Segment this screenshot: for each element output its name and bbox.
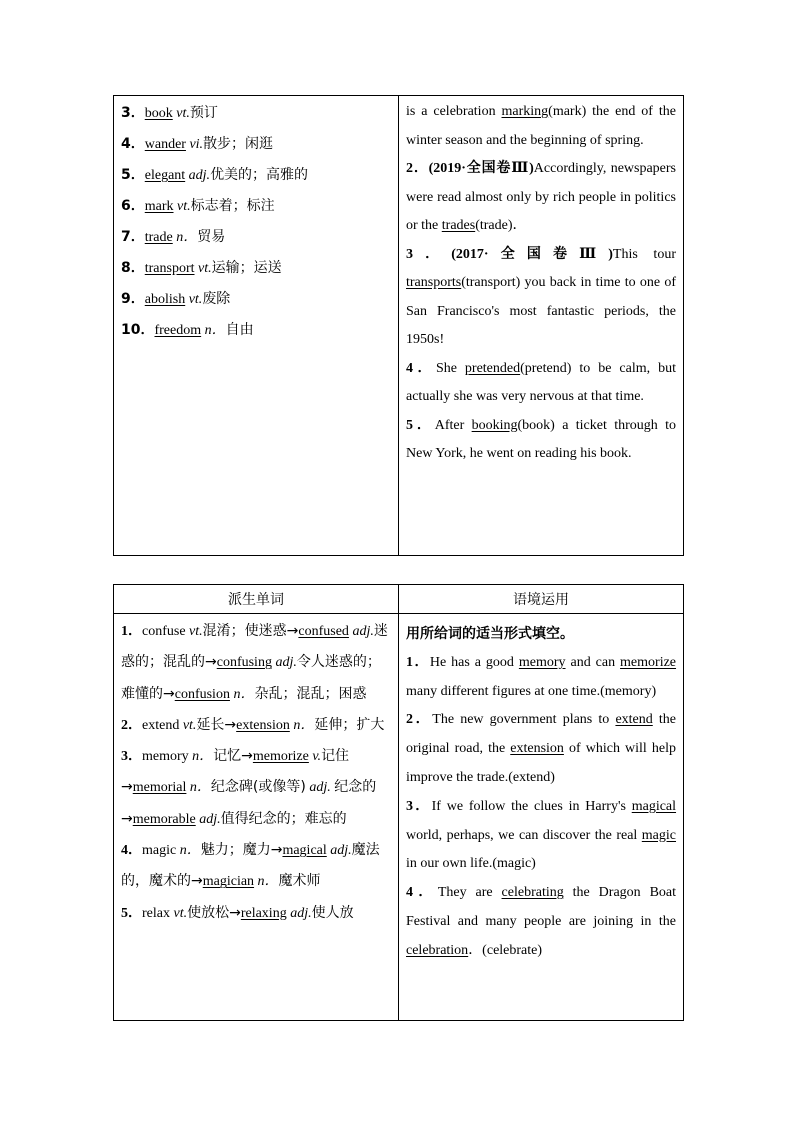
vocab-table-1 bbox=[113, 95, 684, 556]
instruction: 用所给词的适当形式填空。 bbox=[406, 626, 574, 642]
answer-blank: pretended bbox=[464, 360, 521, 376]
word-item bbox=[121, 224, 392, 255]
answer-blank: trades bbox=[441, 218, 476, 233]
item-word: transport bbox=[144, 261, 195, 276]
exercise-4: 4．They are celebrating the Dragon Boat Festival and many people are joining in the celebration．(celebrate) bbox=[406, 885, 677, 958]
word-item bbox=[121, 317, 392, 348]
answer-blank: celebration bbox=[406, 942, 469, 958]
context-usage-cell-2 bbox=[399, 614, 684, 1021]
item-meaning: 自由 bbox=[225, 322, 254, 338]
item-meaning: 废除 bbox=[202, 291, 231, 307]
answer-blank: extension bbox=[510, 741, 564, 757]
item-pos: vt. bbox=[177, 199, 191, 214]
item-number: 3． bbox=[121, 105, 145, 121]
word-item bbox=[121, 286, 392, 317]
answer-blank: transports bbox=[406, 275, 462, 290]
item-number: 6． bbox=[121, 198, 145, 214]
item-meaning: 散步；闲逛 bbox=[203, 136, 274, 152]
sentence-4: 4．She pretended(pretend) to be calm, but actually she was very nervous at that time. bbox=[406, 360, 676, 404]
word-list-cell bbox=[114, 96, 399, 556]
derived-item-4: 4．magic n．魅力；魔力→magical adj.魔法的，魔术的→magician n．魔术师 bbox=[121, 842, 380, 890]
item-meaning: 优美的；高雅的 bbox=[210, 167, 309, 183]
context-usage-cell bbox=[399, 96, 684, 556]
item-pos: vt. bbox=[176, 106, 190, 121]
item-word: trade bbox=[144, 230, 173, 245]
answer-blank: extend bbox=[615, 712, 653, 728]
derived-item-2: 2．extend vt.延长→extension n．延伸；扩大 bbox=[121, 716, 385, 733]
answer-blank: celebrating bbox=[501, 885, 564, 901]
word-item bbox=[121, 193, 392, 224]
answer-blank: memory bbox=[518, 654, 566, 670]
item-word: book bbox=[144, 106, 173, 121]
answer-blank: magical bbox=[631, 798, 677, 814]
word-item bbox=[121, 162, 392, 193]
item-word: mark bbox=[144, 199, 174, 214]
item-number: 7． bbox=[121, 229, 145, 245]
item-pos: vt. bbox=[198, 261, 212, 276]
sentence-2: 2．(2019·全国卷Ⅲ)Accordingly, newspapers were read almost only by rich people in politics or the trades(trade)． bbox=[406, 161, 676, 233]
answer-blank: marking bbox=[501, 104, 549, 119]
item-pos: n． bbox=[176, 230, 198, 245]
item-pos: vt. bbox=[188, 292, 203, 307]
item-word: abolish bbox=[144, 292, 186, 307]
item-number: 9． bbox=[121, 291, 145, 307]
answer-blank: magic bbox=[641, 827, 677, 843]
header-context-usage: 语境运用 bbox=[399, 585, 684, 614]
word-list bbox=[114, 96, 398, 348]
item-pos: vi. bbox=[189, 137, 204, 152]
item-word: elegant bbox=[144, 168, 186, 183]
derived-item-1: 1．confuse vt.混淆；使迷惑→confused adj.迷惑的；混乱的→confusing adj.令人迷惑的；难懂的→confusion n．杂乱；混乱；困惑 bbox=[121, 623, 388, 702]
item-meaning: 标志着；标注 bbox=[190, 198, 275, 214]
item-pos: n． bbox=[204, 323, 226, 338]
vocab-table-2 bbox=[113, 584, 684, 1021]
item-pos: adj. bbox=[188, 168, 211, 183]
word-item bbox=[121, 100, 392, 131]
item-word: wander bbox=[144, 137, 186, 152]
sentence-1: is a celebration marking(mark) the end of the winter season and the beginning of spring. bbox=[406, 104, 676, 148]
item-number: 5． bbox=[121, 167, 145, 183]
word-item bbox=[121, 131, 392, 162]
word-item bbox=[121, 255, 392, 286]
derived-words-cell bbox=[114, 614, 399, 1021]
sentence-3: 3．(2017·全国卷Ⅲ)This tour transports(transport) you back in time to one of San Francisco's most fantastic periods, the 1950s! bbox=[406, 246, 676, 347]
item-meaning: 贸易 bbox=[197, 229, 226, 245]
derived-item-5: 5．relax vt.使放松→relaxing adj.使人放 bbox=[121, 904, 354, 921]
exercise-1: 1．He has a good memory and can memorize many different figures at one time.(memory) bbox=[406, 654, 677, 699]
item-number: 8． bbox=[121, 260, 145, 276]
answer-blank: booking bbox=[471, 417, 518, 433]
answer-blank: memorize bbox=[620, 654, 677, 670]
item-word: freedom bbox=[154, 323, 202, 338]
item-number: 10． bbox=[121, 322, 155, 338]
item-meaning: 运输；运送 bbox=[211, 260, 282, 276]
exercise-3: 3．If we follow the clues in Harry's magical world, perhaps, we can discover the real magic in our own life.(magic) bbox=[406, 798, 677, 872]
header-derived-words: 派生单词 bbox=[114, 585, 399, 614]
derived-item-3: 3．memory n．记忆→memorize v.记住→memorial n．纪念碑(或像等) adj. 纪念的→memorable adj.值得纪念的；难忘的 bbox=[121, 748, 377, 827]
item-number: 4． bbox=[121, 136, 145, 152]
item-meaning: 预订 bbox=[189, 105, 218, 121]
sentence-5: 5．After booking(book) a ticket through to New York, he went on reading his book. bbox=[406, 417, 677, 461]
exercise-2: 2．The new government plans to extend the original road, the extension of which will help improve the trade.(extend) bbox=[406, 712, 677, 785]
